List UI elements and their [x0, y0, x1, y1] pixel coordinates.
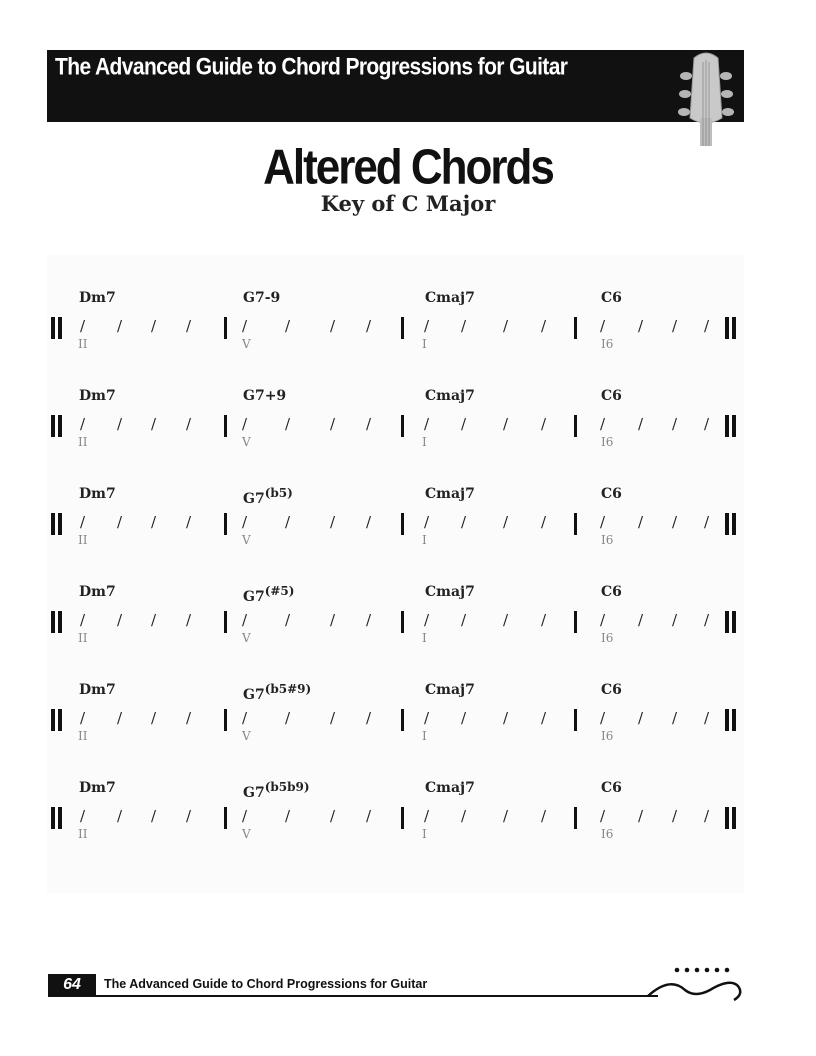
beat-slash: / [600, 513, 606, 531]
roman-numeral: I6 [601, 827, 614, 841]
repeat-start-barline [51, 709, 63, 731]
chord-symbol [243, 682, 311, 703]
beat-slash: / [672, 611, 678, 629]
beat-slash: / [672, 709, 678, 727]
beat-slash: / [285, 415, 291, 433]
repeat-end-barline [725, 415, 737, 437]
beat-slash: / [541, 709, 547, 727]
chord-symbol [79, 682, 116, 698]
chord-name: C6 [601, 290, 622, 306]
chord-name: Cmaj7 [425, 780, 475, 796]
roman-numeral: II [78, 631, 88, 645]
repeat-end-barline [725, 611, 737, 633]
beat-slash: / [638, 317, 644, 335]
beat-slash: / [461, 807, 467, 825]
roman-numeral: I [422, 631, 427, 645]
beat-slash: / [117, 611, 123, 629]
beat-slash: / [285, 611, 291, 629]
chord-symbol [79, 388, 116, 404]
barline [401, 513, 404, 535]
beat-slash: / [461, 317, 467, 335]
footer-title: The Advanced Guide to Chord Progressions for Guitar [104, 977, 428, 991]
chord-row [0, 486, 816, 576]
chord-row [0, 682, 816, 772]
beat-slash: / [366, 415, 372, 433]
chord-name: C6 [601, 486, 622, 502]
beat-slash: / [330, 415, 336, 433]
beat-slash: / [704, 513, 710, 531]
page-subtitle: Key of C Major [320, 191, 496, 216]
roman-numeral: V [242, 533, 251, 547]
chord-name: Cmaj7 [425, 682, 475, 698]
beat-slash: / [424, 611, 430, 629]
repeat-start-barline [51, 513, 63, 535]
chord-name: G7 [243, 589, 265, 605]
barline [574, 611, 577, 633]
chord-name: Cmaj7 [425, 290, 475, 306]
roman-numeral: II [78, 337, 88, 351]
beat-slash: / [80, 807, 86, 825]
beat-slash: / [503, 513, 509, 531]
beat-slash: / [424, 415, 430, 433]
roman-numeral: I [422, 827, 427, 841]
beat-slash: / [117, 513, 123, 531]
roman-numeral: II [78, 729, 88, 743]
chord-symbol [243, 388, 286, 404]
beat-slash: / [80, 513, 86, 531]
beat-slash: / [117, 415, 123, 433]
roman-numeral: I6 [601, 729, 614, 743]
barline [224, 611, 227, 633]
barline [401, 415, 404, 437]
guitar-body-icon [640, 962, 750, 1006]
beat-slash: / [638, 611, 644, 629]
barline [401, 317, 404, 339]
roman-numeral: II [78, 533, 88, 547]
roman-numeral: V [242, 729, 251, 743]
chord-name: G7+9 [243, 388, 287, 404]
beat-slash: / [424, 807, 430, 825]
beat-slash: / [600, 807, 606, 825]
chord-extension: (b5#9) [264, 682, 312, 696]
chord-symbol [425, 388, 475, 404]
chord-symbol [79, 486, 116, 502]
beat-slash: / [541, 317, 547, 335]
beat-slash: / [330, 709, 336, 727]
beat-slash: / [672, 415, 678, 433]
header-title: The Advanced Guide to Chord Progressions for Guitar [55, 54, 568, 81]
beat-slash: / [461, 415, 467, 433]
beat-slash: / [151, 807, 157, 825]
repeat-end-barline [725, 807, 737, 829]
beat-slash: / [461, 709, 467, 727]
beat-slash: / [186, 415, 192, 433]
beat-slash: / [366, 317, 372, 335]
chord-name: Dm7 [79, 486, 116, 502]
beat-slash: / [704, 709, 710, 727]
beat-slash: / [330, 807, 336, 825]
beat-slash: / [80, 415, 86, 433]
beat-slash: / [366, 611, 372, 629]
roman-numeral: I [422, 435, 427, 449]
chord-name: C6 [601, 682, 622, 698]
chord-name: G7 [243, 491, 265, 507]
barline [574, 807, 577, 829]
chord-symbol [601, 682, 622, 698]
beat-slash: / [503, 317, 509, 335]
chord-symbol [243, 780, 310, 801]
repeat-end-barline [725, 317, 737, 339]
chord-symbol [425, 780, 475, 796]
beat-slash: / [638, 807, 644, 825]
beat-slash: / [151, 513, 157, 531]
beat-slash: / [461, 513, 467, 531]
beat-slash: / [704, 611, 710, 629]
beat-slash: / [242, 807, 248, 825]
roman-numeral: II [78, 435, 88, 449]
beat-slash: / [242, 611, 248, 629]
chord-name: Dm7 [79, 682, 116, 698]
barline [401, 611, 404, 633]
repeat-end-barline [725, 709, 737, 731]
chord-symbol [425, 682, 475, 698]
beat-slash: / [541, 513, 547, 531]
barline [574, 415, 577, 437]
beat-slash: / [117, 807, 123, 825]
roman-numeral: I6 [601, 435, 614, 449]
barline [224, 709, 227, 731]
beat-slash: / [366, 709, 372, 727]
chord-symbol [601, 290, 622, 306]
chord-name: Cmaj7 [425, 584, 475, 600]
guitar-headstock-icon [676, 48, 736, 146]
chord-name: C6 [601, 388, 622, 404]
beat-slash: / [638, 415, 644, 433]
chord-symbol [79, 780, 116, 796]
beat-slash: / [503, 415, 509, 433]
beat-slash: / [600, 709, 606, 727]
roman-numeral: I6 [601, 337, 614, 351]
barline [224, 317, 227, 339]
beat-slash: / [424, 317, 430, 335]
beat-slash: / [503, 709, 509, 727]
roman-numeral: I6 [601, 631, 614, 645]
beat-slash: / [638, 709, 644, 727]
chord-symbol [243, 486, 293, 507]
beat-slash: / [366, 807, 372, 825]
chord-extension: (#5) [264, 584, 295, 598]
beat-slash: / [285, 807, 291, 825]
barline [401, 807, 404, 829]
beat-slash: / [186, 611, 192, 629]
chord-symbol [601, 780, 622, 796]
chord-name: G7 [243, 785, 265, 801]
chord-symbol [601, 486, 622, 502]
beat-slash: / [186, 807, 192, 825]
beat-slash: / [242, 415, 248, 433]
beat-slash: / [151, 415, 157, 433]
barline [574, 317, 577, 339]
beat-slash: / [503, 611, 509, 629]
chord-row [0, 780, 816, 870]
beat-slash: / [672, 317, 678, 335]
chord-name: Cmaj7 [425, 486, 475, 502]
roman-numeral: I [422, 533, 427, 547]
repeat-start-barline [51, 317, 63, 339]
chord-symbol [425, 486, 475, 502]
barline [224, 415, 227, 437]
beat-slash: / [424, 709, 430, 727]
beat-slash: / [424, 513, 430, 531]
chord-symbol [79, 584, 116, 600]
beat-slash: / [330, 611, 336, 629]
page-number: 64 [48, 974, 96, 996]
chord-name: Dm7 [79, 780, 116, 796]
repeat-start-barline [51, 611, 63, 633]
repeat-start-barline [51, 807, 63, 829]
beat-slash: / [151, 709, 157, 727]
beat-slash: / [541, 807, 547, 825]
beat-slash: / [151, 611, 157, 629]
chord-symbol [601, 388, 622, 404]
page-title: Altered Chords [263, 140, 553, 195]
beat-slash: / [151, 317, 157, 335]
beat-slash: / [330, 513, 336, 531]
chord-symbol [425, 290, 475, 306]
chord-symbol [79, 290, 116, 306]
chord-name: Dm7 [79, 584, 116, 600]
beat-slash: / [503, 807, 509, 825]
chord-extension: (b5b9) [264, 780, 310, 794]
footer-rule [48, 995, 658, 997]
barline [574, 513, 577, 535]
chord-name: G7-9 [243, 290, 281, 306]
beat-slash: / [600, 317, 606, 335]
beat-slash: / [186, 513, 192, 531]
beat-slash: / [80, 611, 86, 629]
chord-row [0, 584, 816, 674]
roman-numeral: I [422, 337, 427, 351]
beat-slash: / [541, 415, 547, 433]
repeat-start-barline [51, 415, 63, 437]
beat-slash: / [242, 709, 248, 727]
roman-numeral: II [78, 827, 88, 841]
barline [574, 709, 577, 731]
beat-slash: / [80, 317, 86, 335]
roman-numeral: I6 [601, 533, 614, 547]
chord-symbol [243, 290, 280, 306]
chord-name: G7 [243, 687, 265, 703]
chord-symbol [601, 584, 622, 600]
beat-slash: / [242, 513, 248, 531]
chord-name: Cmaj7 [425, 388, 475, 404]
beat-slash: / [117, 317, 123, 335]
chord-name: C6 [601, 780, 622, 796]
roman-numeral: V [242, 827, 251, 841]
beat-slash: / [704, 317, 710, 335]
beat-slash: / [330, 317, 336, 335]
barline [224, 513, 227, 535]
beat-slash: / [672, 513, 678, 531]
beat-slash: / [285, 709, 291, 727]
roman-numeral: V [242, 337, 251, 351]
beat-slash: / [672, 807, 678, 825]
beat-slash: / [600, 415, 606, 433]
roman-numeral: I [422, 729, 427, 743]
chord-row [0, 388, 816, 478]
header-bar [47, 50, 744, 122]
barline [224, 807, 227, 829]
chord-symbol [243, 584, 294, 605]
beat-slash: / [461, 611, 467, 629]
chord-name: Dm7 [79, 290, 116, 306]
beat-slash: / [541, 611, 547, 629]
roman-numeral: V [242, 435, 251, 449]
beat-slash: / [186, 709, 192, 727]
repeat-end-barline [725, 513, 737, 535]
beat-slash: / [285, 317, 291, 335]
beat-slash: / [638, 513, 644, 531]
beat-slash: / [117, 709, 123, 727]
chord-extension: (b5) [264, 486, 293, 500]
roman-numeral: V [242, 631, 251, 645]
beat-slash: / [186, 317, 192, 335]
beat-slash: / [366, 513, 372, 531]
beat-slash: / [80, 709, 86, 727]
chord-name: C6 [601, 584, 622, 600]
beat-slash: / [285, 513, 291, 531]
barline [401, 709, 404, 731]
chord-symbol [425, 584, 475, 600]
chord-name: Dm7 [79, 388, 116, 404]
beat-slash: / [242, 317, 248, 335]
chord-row [0, 290, 816, 380]
beat-slash: / [704, 807, 710, 825]
beat-slash: / [704, 415, 710, 433]
beat-slash: / [600, 611, 606, 629]
